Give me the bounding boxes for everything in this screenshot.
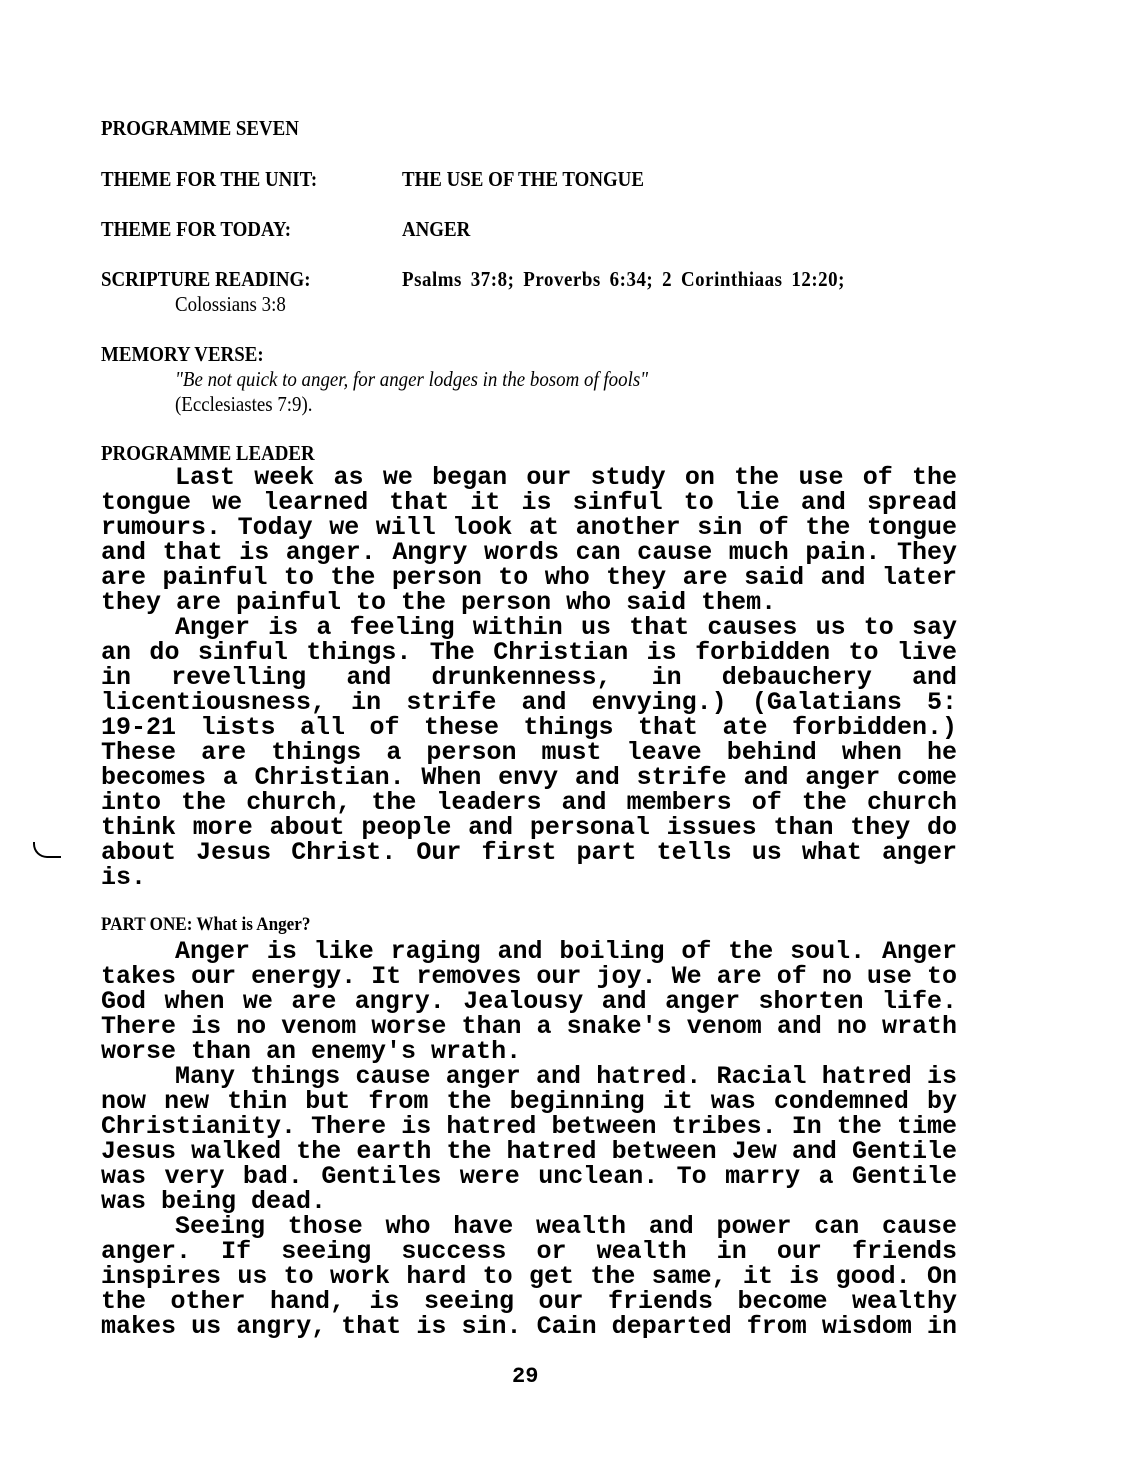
- text-line: Last week as we began our study on the use of the: [175, 463, 957, 492]
- text-line: into the church, the leaders and members of the church: [101, 788, 957, 817]
- text-line: think more about people and personal issues than they do: [101, 813, 957, 842]
- margin-mark: [33, 842, 61, 858]
- text-line: the other hand, is seeing our friends become wealthy: [101, 1287, 957, 1316]
- memory-verse-quote: "Be not quick to anger, for anger lodges in the bosom of fools": [175, 367, 649, 391]
- text-line: There is no venom worse than a snake's venom and no wrath: [101, 1012, 957, 1041]
- programme-title: PROGRAMME SEVEN: [101, 116, 299, 140]
- text-line: is.: [101, 863, 147, 892]
- text-line: and that is anger. Angry words can cause much pain. They: [101, 538, 957, 567]
- text-line: Anger is like raging and boiling of the soul. Anger: [175, 937, 957, 966]
- part-one-heading: PART ONE: What is Anger?: [101, 914, 311, 935]
- text-line: are painful to the person to who they are said and later: [101, 563, 957, 592]
- part-one-text: [101, 939, 957, 1339]
- text-line: inspires us to work hard to get the same, it is good. On: [101, 1262, 957, 1291]
- scripture-value: Psalms 37:8; Proverbs 6:34; 2 Corinthiaas 12:20;: [402, 267, 845, 291]
- unit-theme-label: THEME FOR THE UNIT:: [101, 167, 318, 191]
- text-line: makes us angry, that is sin. Cain departed from wisdom in: [101, 1312, 957, 1341]
- text-line: now new thin but from the beginning it was condemned by: [101, 1087, 957, 1116]
- text-line: tongue we learned that it is sinful to lie and spread: [101, 488, 957, 517]
- memory-verse-reference: (Ecclesiastes 7:9).: [175, 392, 313, 416]
- text-line: worse than an enemy's wrath.: [101, 1037, 522, 1066]
- page-number: 29: [512, 1364, 539, 1389]
- text-line: takes our energy. It removes our joy. We are of no use to: [101, 962, 957, 991]
- text-line: rumours. Today we will look at another sin of the tongue: [101, 513, 957, 542]
- text-line: These are things a person must leave behind when he: [101, 738, 957, 767]
- unit-theme-value: THE USE OF THE TONGUE: [402, 167, 644, 191]
- text-line: was being dead.: [101, 1187, 327, 1216]
- text-line: becomes a Christian. When envy and strife and anger come: [101, 763, 957, 792]
- text-line: Many things cause anger and hatred. Racial hatred is: [175, 1062, 957, 1091]
- memory-verse-label: MEMORY VERSE:: [101, 342, 264, 366]
- text-line: Jesus walked the earth the hatred between Jew and Gentile: [101, 1137, 957, 1166]
- text-line: Anger is a feeling within us that causes us to say: [175, 613, 957, 642]
- scripture-continuation: Colossians 3:8: [175, 292, 286, 316]
- text-line: in revelling and drunkenness, in debauchery and: [101, 663, 957, 692]
- text-line: was very bad. Gentiles were unclean. To marry a Gentile: [101, 1162, 957, 1191]
- text-line: 19-21 lists all of these things that ate forbidden.): [101, 713, 957, 742]
- text-line: God when we are angry. Jealousy and anger shorten life.: [101, 987, 957, 1016]
- scripture-label: SCRIPTURE READING:: [101, 267, 311, 291]
- today-theme-value: ANGER: [402, 217, 471, 241]
- text-line: they are painful to the person who said them.: [101, 588, 777, 617]
- programme-leader-text: [101, 465, 957, 890]
- text-line: Seeing those who have wealth and power can cause: [175, 1212, 957, 1241]
- programme-leader-heading: PROGRAMME LEADER: [101, 441, 315, 465]
- today-theme-label: THEME FOR TODAY:: [101, 217, 292, 241]
- text-line: Christianity. There is hatred between tribes. In the time: [101, 1112, 957, 1141]
- text-line: about Jesus Christ. Our first part tells us what anger: [101, 838, 957, 867]
- text-line: licentiousness, in strife and envying.) (Galatians 5:: [101, 688, 957, 717]
- text-line: an do sinful things. The Christian is forbidden to live: [101, 638, 957, 667]
- text-line: anger. If seeing success or wealth in our friends: [101, 1237, 957, 1266]
